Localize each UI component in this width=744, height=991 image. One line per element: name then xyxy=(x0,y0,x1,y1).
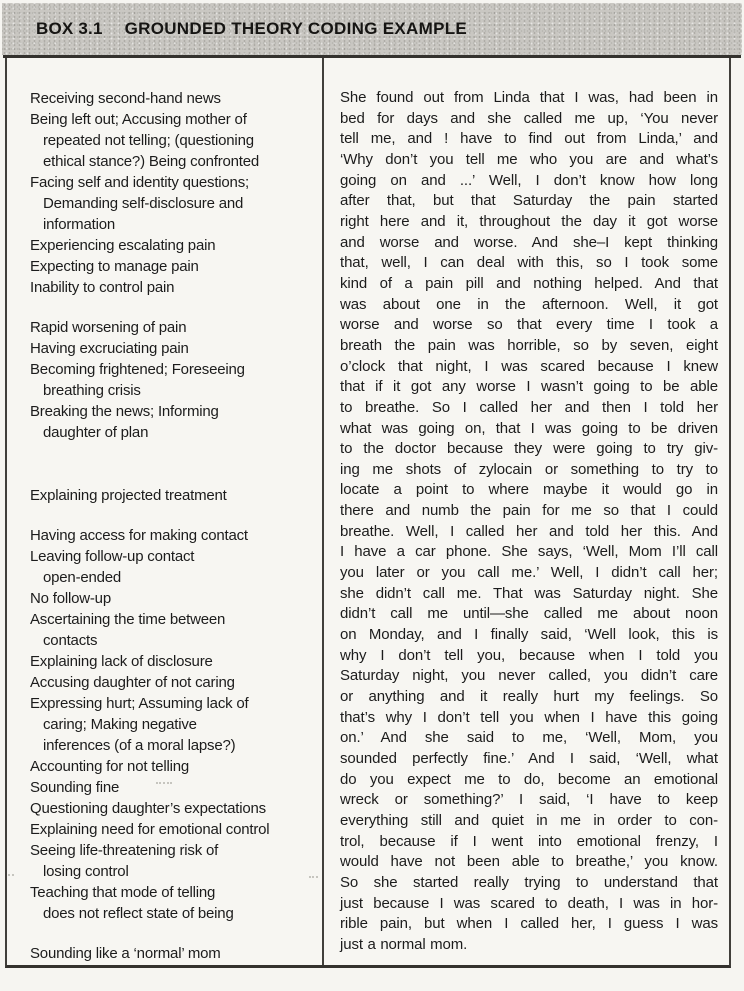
transcript-line: worse and worse so that every time I took a xyxy=(340,316,718,334)
code-line: Demanding self-disclosure and xyxy=(43,195,244,212)
code-line: Rapid worsening of pain xyxy=(30,319,187,336)
transcript-line: didn’t call me until—she called me about noon xyxy=(340,605,718,623)
transcript-line: sounded perfectly fine.’ And I said, ‘Well, what xyxy=(340,750,718,767)
code-line: open-ended xyxy=(43,569,122,586)
code-entry xyxy=(30,588,316,609)
transcript-line: after that, but that Saturday the pain started xyxy=(340,192,718,210)
code-entry xyxy=(30,172,316,235)
transcript-line: everything still and quiet in me in order to con- xyxy=(340,811,718,829)
code-line: Explaining lack of disclosure xyxy=(30,653,213,670)
code-line: Ascertaining the time between xyxy=(30,611,226,628)
code-line: Accounting for not telling xyxy=(30,758,190,775)
transcript-line: right here and it, throughout the day it got worse xyxy=(340,212,718,230)
code-entry xyxy=(30,609,316,651)
code-line: inferences (of a moral lapse?) xyxy=(43,737,236,754)
transcript-line: ‘Why don’t you tell me who you are and what’s xyxy=(340,150,718,168)
code-line: losing control xyxy=(43,863,129,880)
transcript-line: trol, because if I went into emotional frenzy, I xyxy=(340,832,718,850)
code-line: ethical stance?) Being confronted xyxy=(43,153,260,170)
code-line: Expecting to manage pain xyxy=(30,258,199,275)
transcript-line: bed for days and she called me up, ‘You never xyxy=(340,109,718,127)
code-line: information xyxy=(43,216,116,233)
code-entry xyxy=(30,693,316,756)
code-line: Becoming frightened; Foreseeing xyxy=(30,361,245,378)
code-line: Sounding like a ‘normal’ mom xyxy=(30,945,221,962)
code-entry xyxy=(30,840,316,882)
code-line: Being left out; Accusing mother of xyxy=(30,111,247,128)
transcript-line: wreck or something?’ I said, ‘I have to keep xyxy=(340,791,718,809)
coding-example-box xyxy=(5,58,731,968)
codes-column xyxy=(7,58,322,965)
transcript-line: to breathe. So I called her and then I told her xyxy=(340,398,718,416)
transcript-line: she didn’t call me. That was Saturday night. She xyxy=(340,584,718,602)
transcript-line: do you expect me to do, become an emotional xyxy=(340,770,718,788)
code-entry xyxy=(30,777,316,798)
code-line: Explaining need for emotional control xyxy=(30,821,270,838)
code-line: caring; Making negative xyxy=(43,716,197,733)
transcript-line: was about one in the afternoon. Well, it got xyxy=(340,295,718,313)
transcript-line: to the doctor because they were going to try giv- xyxy=(340,440,718,458)
transcript-line: just a normal mom. xyxy=(340,935,468,953)
transcript-line: why I don’t tell you, because when I told you xyxy=(340,646,718,664)
code-entry xyxy=(30,943,316,964)
code-line: Experiencing escalating pain xyxy=(30,237,216,254)
code-entry xyxy=(30,485,316,506)
code-entry xyxy=(30,819,316,840)
code-line: Having excruciating pain xyxy=(30,340,189,357)
code-line: Teaching that mode of telling xyxy=(30,884,216,901)
transcript-line: rible pain, but when I called her, I guess I was xyxy=(340,915,718,933)
code-entry xyxy=(30,525,316,546)
transcript-line: tell me, and ! have to find out from Linda,’ and xyxy=(340,130,718,148)
transcript-line: ing me shots of zylocain or something to try to xyxy=(340,460,718,478)
code-line: Inability to control pain xyxy=(30,279,175,296)
transcript-line: kind of a pain pill and nothing helped. And that xyxy=(340,274,718,292)
code-line: Expressing hurt; Assuming lack of xyxy=(30,695,249,712)
code-entry xyxy=(30,256,316,277)
transcript-line: or anything and it really hurt my feelings. So xyxy=(340,688,718,706)
code-entry xyxy=(30,338,316,359)
code-entry xyxy=(30,88,316,109)
transcript-line: breath the pain was horrible, so by seven, eight xyxy=(340,336,718,354)
code-line: Explaining projected treatment xyxy=(30,487,227,504)
code-line: Accusing daughter of not caring xyxy=(30,674,235,691)
code-entry xyxy=(30,882,316,924)
transcript-line: and worse and worse. And she–I kept thinking xyxy=(340,233,718,251)
code-entry xyxy=(30,277,316,298)
code-line: contacts xyxy=(43,632,98,649)
code-line: Having access for making contact xyxy=(30,527,248,544)
code-line: Sounding fine xyxy=(30,779,120,796)
transcript-line: that, well, I can deal with this, so I took some xyxy=(340,254,718,272)
code-line: Questioning daughter’s expectations xyxy=(30,800,266,817)
transcript-line: going on and ...’ Well, I don’t know how long xyxy=(340,171,718,189)
transcript-line: just because I was scared to death, I was in hor- xyxy=(340,894,718,912)
code-line: Facing self and identity questions; xyxy=(30,174,249,191)
transcript-line: you later or you call me.’ Well, I didn’t call her; xyxy=(340,564,718,582)
code-entry xyxy=(30,672,316,693)
transcript-line: on Monday, and I finally said, ‘Well look, this is xyxy=(340,626,718,644)
transcript-line: o’clock that night, I was scared because I knew xyxy=(340,357,718,375)
code-entry xyxy=(30,401,316,443)
transcript-line: on.’ And she said to me, ‘Well, Mom, you xyxy=(340,729,718,747)
transcript-line: breathe. Well, I called her and told her this. And xyxy=(340,522,718,540)
transcript-line: there and numb the pain for me so that I could xyxy=(340,502,718,520)
code-entry xyxy=(30,235,316,256)
transcript-line: would have not been able to breathe,’ you know. xyxy=(340,853,718,871)
scan-artifact xyxy=(156,782,172,786)
transcript-line: locate a point to where maybe it would go in xyxy=(340,481,718,499)
code-entry xyxy=(30,317,316,338)
code-line: repeated not telling; (questioning xyxy=(43,132,254,149)
transcript-line: So she started really trying to understand that xyxy=(340,873,718,891)
code-line: Leaving follow-up contact xyxy=(30,548,195,565)
scan-artifact xyxy=(8,874,14,878)
code-entry xyxy=(30,651,316,672)
code-line: does not reflect state of being xyxy=(43,905,234,922)
code-line: No follow-up xyxy=(30,590,111,607)
transcript-line: I have a car phone. She says, ‘Well, Mom I’ll call xyxy=(340,543,718,561)
code-entry xyxy=(30,359,316,401)
code-entry xyxy=(30,109,316,172)
code-entry xyxy=(30,756,316,777)
transcript-line: what was going on, that I was going to be driven xyxy=(340,419,718,437)
code-entry xyxy=(30,798,316,819)
code-line: Seeing life-threatening risk of xyxy=(30,842,219,859)
code-line: breathing crisis xyxy=(43,382,141,399)
code-entry xyxy=(30,546,316,588)
transcript-line: Saturday night, you never called, you didn’t care xyxy=(340,667,718,685)
transcript-line: that if it got any worse I wasn’t going to be able xyxy=(340,378,718,396)
box-title: GROUNDED THEORY CODING EXAMPLE xyxy=(124,19,468,38)
code-line: daughter of plan xyxy=(43,424,149,441)
transcript-column xyxy=(324,58,729,965)
code-line: Receiving second-hand news xyxy=(30,90,221,107)
code-line: Breaking the news; Informing xyxy=(30,403,219,420)
box-number-label: BOX 3.1 xyxy=(36,19,103,38)
transcript-line: She found out from Linda that I was, had been in xyxy=(340,89,718,106)
transcript-line: that’s why I don’t tell you when I have this going xyxy=(340,708,718,726)
box-header xyxy=(2,3,742,55)
scan-artifact xyxy=(309,876,318,880)
